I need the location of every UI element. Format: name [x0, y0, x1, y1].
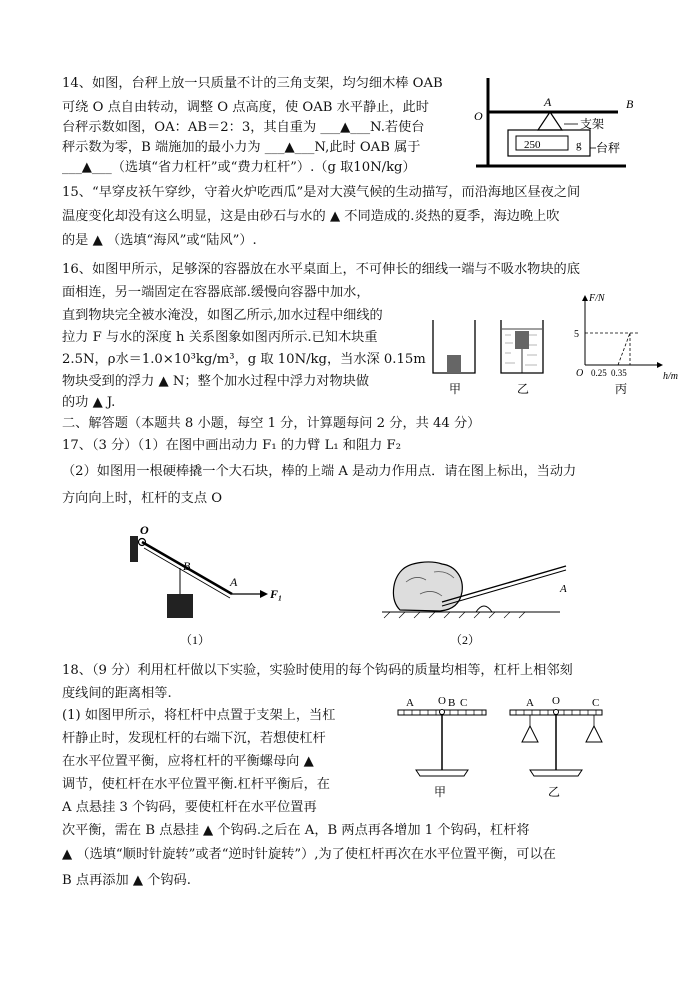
q17-label-f1: F₁	[270, 587, 283, 601]
q16-line-1: 16、如图甲所示，足够深的容器放在水平桌面上，不可伸长的细线一端与不吸水物块的底	[62, 262, 580, 277]
q18-line-4: 杆静止时，发现杠杆的右端下沉，若想使杠杆	[62, 731, 326, 746]
q17-figure	[120, 522, 640, 652]
q16-line-5: 2.5N，ρ水＝1.0×10³kg/m³，g 取 10N/kg，当水深 0.15m	[62, 352, 426, 367]
q17-label-a: A	[230, 575, 238, 589]
q16-line-3: 直到物块完全被水淹没，如图乙所示,加水过程中细线的	[62, 308, 383, 323]
q17-label-a2: A	[560, 583, 567, 595]
q14-support-label: 支架	[580, 117, 605, 131]
q14-scale-unit: g	[576, 139, 582, 151]
q16-caption-jia: 甲	[449, 382, 462, 396]
q15-line-2: 温度变化却没有这么明显，这是由砂石与水的 ▲ 不同造成的.炎热的夏季，海边晚上吹	[62, 209, 560, 224]
q14-label-b: B	[626, 97, 634, 111]
q16-origin: O	[576, 368, 584, 379]
q14-scale-label: 台秤	[596, 141, 621, 155]
q14-scale-value: 250	[524, 139, 541, 151]
q16-line-4: 拉力 F 与水的深度 h 关系图象如图丙所示.已知木块重	[62, 330, 378, 345]
q18-line-10: B 点再添加 ▲ 个钩码.	[62, 873, 191, 888]
q17-line-1: 17、（3 分）（1）在图中画出动力 F₁ 的力臂 L₁ 和阻力 F₂	[62, 438, 401, 453]
q18-jia-o: O	[438, 695, 446, 707]
q17-caption-2: （2）	[450, 633, 481, 647]
q14-line-5: ___▲___（选填“省力杠杆”或“费力杠杆”）.（g 取10N/kg）	[62, 160, 416, 175]
q18-line-2: 度线间的距离相等.	[62, 686, 172, 701]
q18-jia-c: C	[460, 697, 468, 709]
q16-caption-bing: 丙	[615, 382, 628, 396]
q18-line-5: 在水平位置平衡，应将杠杆的平衡螺母向 ▲	[62, 754, 314, 769]
q15-line-3: 的是 ▲ （选填“海风”或“陆风”）.	[62, 233, 257, 248]
q17-line-2: （2）如图用一根硬棒撬一个大石块，棒的上端 A 是动力作用点．请在图上标出，当动力	[62, 464, 577, 479]
q18-jia-b: B	[448, 697, 456, 709]
q14-line-3: 台秤示数如图，OA：AB＝2：3，其自重为 ___▲___N.若使台	[62, 120, 425, 135]
q16-axis-x: h/m	[663, 371, 678, 382]
q18-yi-o: O	[552, 695, 560, 707]
q18-figure	[390, 690, 620, 820]
q16-tick-x1: 0.25	[591, 368, 607, 378]
q18-line-3: (1) 如图甲所示，将杠杆中点置于支架上，当杠	[62, 708, 336, 723]
q15-line-1: 15、“早穿皮袄午穿纱，守着火炉吃西瓜”是对大漠气候的生动描写，而沿海地区昼夜之间	[62, 185, 581, 200]
q14-label-o: O	[474, 109, 483, 123]
q16-axis-y: F/N	[589, 293, 605, 304]
q18-jia-caption: 甲	[434, 785, 447, 799]
q18-yi-c: C	[592, 697, 600, 709]
q14-label-a: A	[544, 95, 552, 109]
q14-line-1: 14、如图，台秤上放一只质量不计的三角支架，均匀细木棒 OAB	[62, 76, 443, 91]
q16-caption-yi: 乙	[517, 382, 530, 396]
q16-line-7: 的功 ▲ J.	[62, 395, 116, 410]
q14-line-4: 秤示数为零，B 端施加的最小力为 ___▲___N,此时 OAB 属于	[62, 140, 421, 155]
q16-figure	[425, 285, 680, 400]
q18-line-9: ▲ （选填“顺时针旋转”或者“逆时针旋转”）,为了使杠杆再次在水平位置平衡，可以在	[62, 847, 556, 862]
q16-line-6: 物块受到的浮力 ▲ N；整个加水过程中浮力对物块做	[62, 374, 370, 389]
section2-title: 二、解答题（本题共 8 小题，每空 1 分，计算题每问 2 分，共 44 分）	[62, 416, 481, 431]
q18-line-8: 次平衡，需在 B 点悬挂 ▲ 个钩码.之后在 A，B 两点再各增加 1 个钩码，杠杆将	[62, 823, 530, 838]
q17-line-3: 方向向上时，杠杆的支点 O	[62, 491, 223, 506]
q14-figure	[468, 68, 648, 178]
q16-tick-y: 5	[574, 329, 579, 340]
q18-line-1: 18、（9 分）利用杠杆做以下实验，实验时使用的每个钩码的质量均相等，杠杆上相邻刻	[62, 663, 573, 678]
q18-yi-caption: 乙	[548, 785, 561, 799]
q18-jia-a: A	[406, 697, 414, 709]
q18-line-6: 调节，使杠杆在水平位置平衡.杠杆平衡后，在	[62, 777, 330, 792]
q17-label-b: B	[183, 559, 191, 573]
q18-yi-a: A	[526, 697, 534, 709]
q14-line-2: 可绕 O 点自由转动，调整 O 点高度，使 OAB 水平静止，此时	[62, 100, 429, 115]
q16-tick-x2: 0.35	[611, 368, 627, 378]
q18-line-7: A 点悬挂 3 个钩码，要使杠杆在水平位置再	[62, 800, 317, 815]
q17-caption-1: （1）	[180, 633, 211, 647]
q17-label-o: O	[140, 523, 149, 537]
q16-line-2: 面相连，另一端固定在容器底部.缓慢向容器中加水，	[62, 285, 370, 300]
